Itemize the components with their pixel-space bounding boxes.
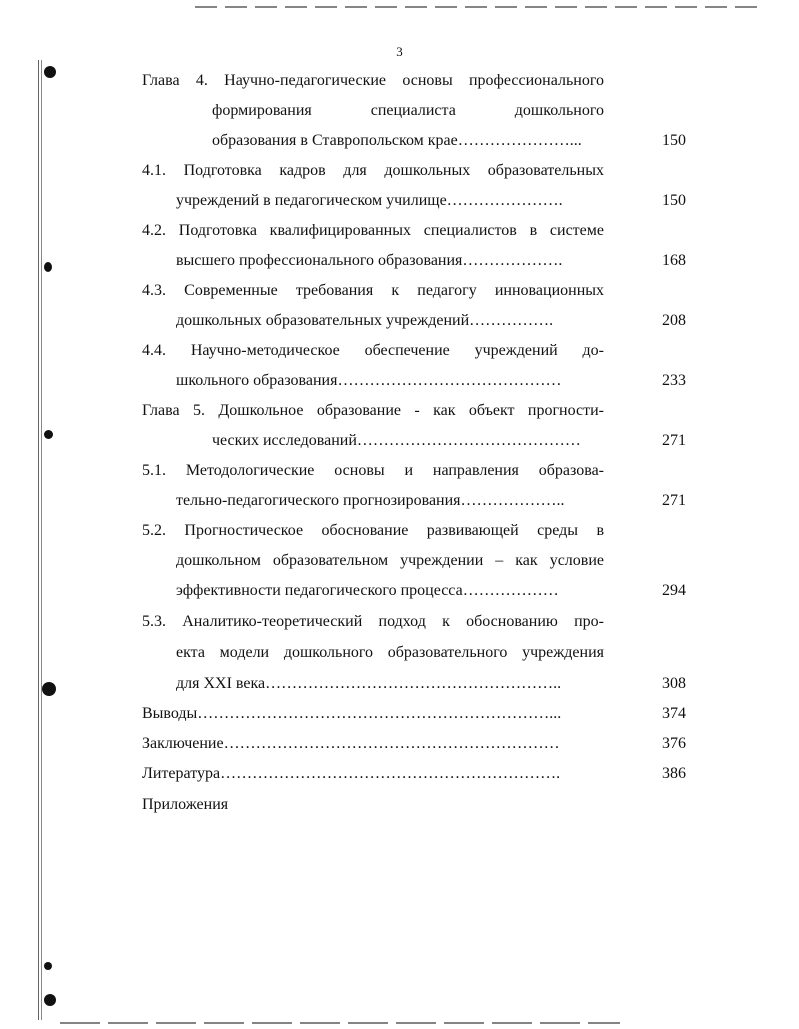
toc-entry-line: 5.1. Методологические основы и направления образова- <box>142 462 604 479</box>
scan-edge-top <box>195 6 765 8</box>
page-number: 3 <box>396 44 403 59</box>
toc-entry-line: Глава 4. Научно-педагогические основы профессионального <box>142 72 604 89</box>
toc-entry-line: формирования специалиста дошкольного <box>212 102 604 119</box>
toc-page-number: 150 <box>662 192 686 209</box>
toc-page-number: 233 <box>662 372 686 389</box>
toc-entry-line: Литература………………………………………………………. <box>142 765 561 782</box>
toc-page-number: 208 <box>662 312 686 329</box>
binding-edge <box>36 60 44 1020</box>
toc-entry-line: Приложения <box>142 796 229 813</box>
punch-hole-mark <box>44 994 56 1006</box>
toc-entry-line: Выводы…………………………………………………………... <box>142 705 562 722</box>
toc-entry-line: для XXI века……………………………………………….. <box>176 675 562 692</box>
punch-hole-mark <box>44 66 56 78</box>
toc-entry-line: школьного образования…………………………………… <box>176 372 562 389</box>
punch-hole-mark <box>42 682 56 696</box>
toc-entry-line: Глава 5. Дошкольное образование - как объект прогности- <box>142 402 604 419</box>
toc-entry-line: учреждений в педагогическом училище…………………. <box>176 192 563 209</box>
toc-entry-line: высшего профессионального образования………………. <box>176 252 563 269</box>
toc-entry-line: 5.3. Аналитико-теоретический подход к обоснованию про- <box>142 613 604 630</box>
toc-page-number: 386 <box>662 765 686 782</box>
toc-entry-line: эффективности педагогического процесса……………… <box>176 582 559 599</box>
toc-page-number: 271 <box>662 432 686 449</box>
toc-page-number: 376 <box>662 735 686 752</box>
toc-page-number: 168 <box>662 252 686 269</box>
toc-page-number: 308 <box>662 675 686 692</box>
scan-edge-bottom <box>60 1022 620 1024</box>
toc-entry-line: 4.2. Подготовка квалифицированных специалистов в системе <box>142 222 604 239</box>
toc-entry-line: екта модели дошкольного образовательного учреждения <box>176 644 604 661</box>
toc-page-number: 374 <box>662 705 686 722</box>
punch-hole-mark <box>44 430 53 439</box>
toc-entry-line: 4.1. Подготовка кадров для дошкольных образовательных <box>142 162 604 179</box>
toc-page-number: 271 <box>662 492 686 509</box>
toc-page-number: 294 <box>662 582 686 599</box>
punch-hole-mark <box>44 962 52 970</box>
toc-entry-line: тельно-педагогического прогнозирования……………….. <box>176 492 565 509</box>
toc-entry-line: 5.2. Прогностическое обоснование развивающей среды в <box>142 522 604 539</box>
toc-entry-line: образования в Ставропольском крае…………………... <box>212 132 582 149</box>
toc-entry-line: ческих исследований…………………………………… <box>212 432 581 449</box>
punch-hole-mark <box>44 262 52 272</box>
toc-entry-line: 4.3. Современные требования к педагогу инновационных <box>142 282 604 299</box>
toc-page-number: 150 <box>662 132 686 149</box>
toc-entry-line: Заключение……………………………………………………… <box>142 735 560 752</box>
toc-entry-line: 4.4. Научно-методическое обеспечение учреждений до- <box>142 342 604 359</box>
toc-entry-line: дошкольных образовательных учреждений……………. <box>176 312 554 329</box>
toc-entry-line: дошкольном образовательном учреждении – как условие <box>176 552 604 569</box>
